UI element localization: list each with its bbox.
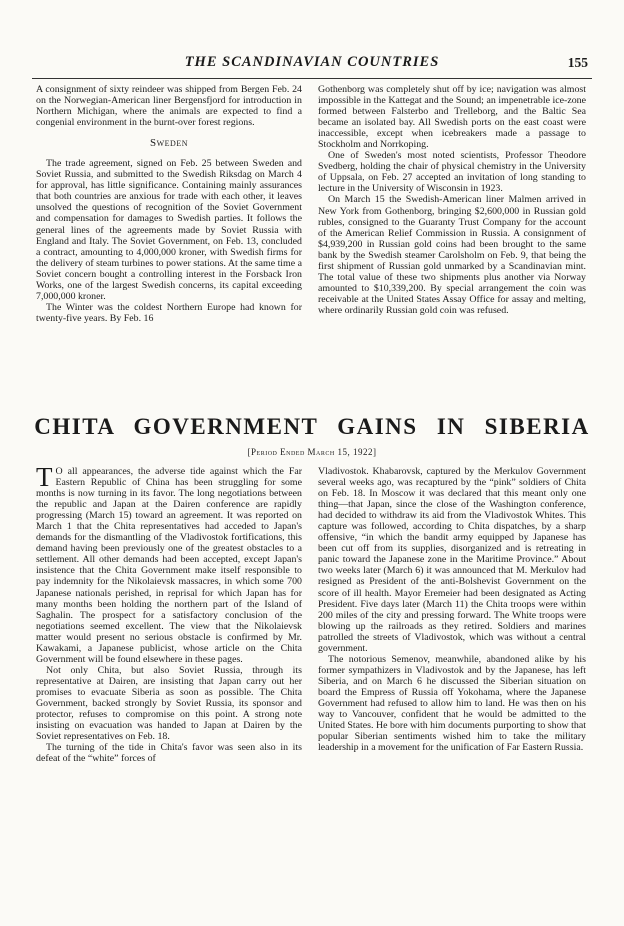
article-left-column (36, 462, 302, 886)
running-header (32, 54, 592, 76)
sweden-paragraph: On March 15 the Swedish-American liner Malmen arrived in New York from Gothenborg, bringing $2,600,000 in Russian gold rubles, consigned to the Guaranty Trust Company for the account of the American Relief Commission in Russia. A consignment of $4,939,200 in Russian gold coins had been brought to the same bank by the Swedish steamer Carolsholm on Feb. 9, that being the first shipment of Russian gold unmarked by a Scandinavian mint. The total value of these two shipments plus another via Norway amounted to $10,339,200. By special arrangement the coin was receivable at the United States Assay Office for assay and melting, where ordinarily Russian gold coin was refused. (318, 194, 586, 316)
article-dateline: [Period Ended March 15, 1922] (247, 447, 377, 457)
article-headline: CHITA GOVERNMENT GAINS IN SIBERIA (34, 414, 590, 439)
header-rule (32, 78, 592, 79)
sweden-paragraph: The trade agreement, signed on Feb. 25 between Sweden and Soviet Russia, and submitted to the Swedish Riksdag on March 4 for approval, has little significance. Containing mainly assurances that both countries are anxious for trade with each other, it leaves unsolved the questions of recognition of the Soviet Government and compensation for damages to Swedish parties. It follows the general lines of the agreements made by Soviet Russia with England and Italy. The Soviet Government, on Feb. 13, concluded a contract, amounting to 4,000,000 kroner, with Swedish firms for the delivery of steam turbines to power stations. At the same time a Soviet concern bought a controlling interest in the Forsback Iron Works, one of the largest Swedish concerns, its capital exceeding 7,000,000 kroner. (36, 158, 302, 302)
article-right-column (318, 466, 586, 886)
article-paragraph: The notorious Semenov, meanwhile, abandoned alike by his former sympathizers in Vladivostok and by the Japanese, has left Siberia, and on March 6 he discussed the Siberian situation on board the Empress of Russia off Yokohama, where the Japanese Government had refused to allow him to land. He was then on his way to Vancouver, confident that he would be admitted to the United States. He bore with him documents purporting to show that popular Siberian sentiments wished him to take the military leadership in a movement for the unification of Far Eastern Russia. (318, 653, 586, 754)
sweden-paragraph: The Winter was the coldest Northern Europe had known for twenty-five years. By Feb. 16 (36, 301, 302, 324)
article-paragraph: Vladivostok. Khabarovsk, captured by the Merkulov Government several weeks ago, was recaptured by the “pink” soldiers of Chita on Feb. 18. In Moscow it was declared that this meant only one thing—that Japan, since the close of the Washington conference, had decided to withdraw its aid from the Vladivostok Whites. This capture was followed, according to Chita dispatches, by a sharp offensive, “in which the bandit army equipped by Japanese has been cut off from its supplies, disorganized and is retreating in panic toward the Japanese zone in the Maritime Province.” About two weeks later (March 6) it was announced that M. Merkulov had resigned as President of the anti-Bolshevist Government on the score of ill health. Mayor Eremeier had been designated as Acting President. Five days later (March 11) the Chita troops were within 200 miles of the city and pressing forward. The White troops were blowing up the railroads as they retired. Soldiers and marines patrolled the streets of Vladivostok, which was without a central government. (318, 466, 586, 654)
page-number: 155 (567, 55, 588, 70)
sweden-paragraph: Gothenborg was completely shut off by ice; navigation was almost impossible in the Kattegat and the Sound; an impenetrable ice-zone formed between Falsterbo and Trelleborg, and the Baltic Sea became an isolated bay. All Swedish ports on the east coast were inaccessible, except when icebreakers made a passage to Stockholm and Norrkoping. (318, 84, 586, 151)
top-left-column (36, 84, 302, 394)
article-paragraph: Not only Chita, but also Soviet Russia, through its representative at Dairen, are insisting that Japan carry out her promises to evacuate Siberia as soon as possible. The Chita Government, backed strongly by Soviet Russia, its sponsor and protector, refuses to compromise on this point. A strong note insisting on evacuation was handed to Japan at Dairen by the Soviet representatives on Feb. 18. (36, 664, 302, 743)
top-right-column (318, 84, 586, 394)
sweden-paragraph: One of Sweden's most noted scientists, Professor Theodore Svedberg, holding the chair of physical chemistry in the University of Uppsala, on Feb. 27 accepted an invitation of long standing to lecture in the University of Wisconsin in 1923. (318, 150, 586, 195)
article-paragraph: The turning of the tide in Chita's favor was seen also in its defeat of the “white” forces of (36, 742, 302, 765)
sweden-heading: Sweden (150, 137, 188, 150)
lead-text: O all appearances, the adverse tide against which the Far Eastern Republic of China has been struggling for some months is now turning in its favor. The long negotiations between the republic and Japan at the Dairen conference are rapidly progressing (March 15) toward an agreement. It was reported on March 1 that the Chita representatives had acceded to Japan's demands for the dismantling of the Vladivostok fortifications, this demand having been previously one of the greatest obstacles to a settlement. All other demands had been accepted, except Japan's insistence that the Chita Government make itself responsible to pay indemnity for the Nikolaievsk massacres, in which some 700 Japanese nationals perished, in reprisal for which Japan has for many months been holding the northern part of the Island of Saghalin. The prospect for a satisfactory conclusion of the negotiations seemed excellent. The view that the Nikolaievsk matter would present no serious obstacle is confirmed by Mr. Kawakami, a Japanese publicist, whose article on the Chita Government will be found elsewhere in these pages. (36, 466, 302, 665)
drop-cap: T (36, 462, 53, 492)
running-title: THE SCANDINAVIAN COUNTRIES (184, 54, 440, 70)
reindeer-paragraph: A consignment of sixty reindeer was shipped from Bergen Feb. 24 on the Norwegian-American liner Bergensfjord for introduction in Northern Michigan, where the animals are expected to find a congenial environment in the burnt-over forest regions. (36, 84, 302, 129)
article-lead-paragraph (36, 462, 302, 665)
